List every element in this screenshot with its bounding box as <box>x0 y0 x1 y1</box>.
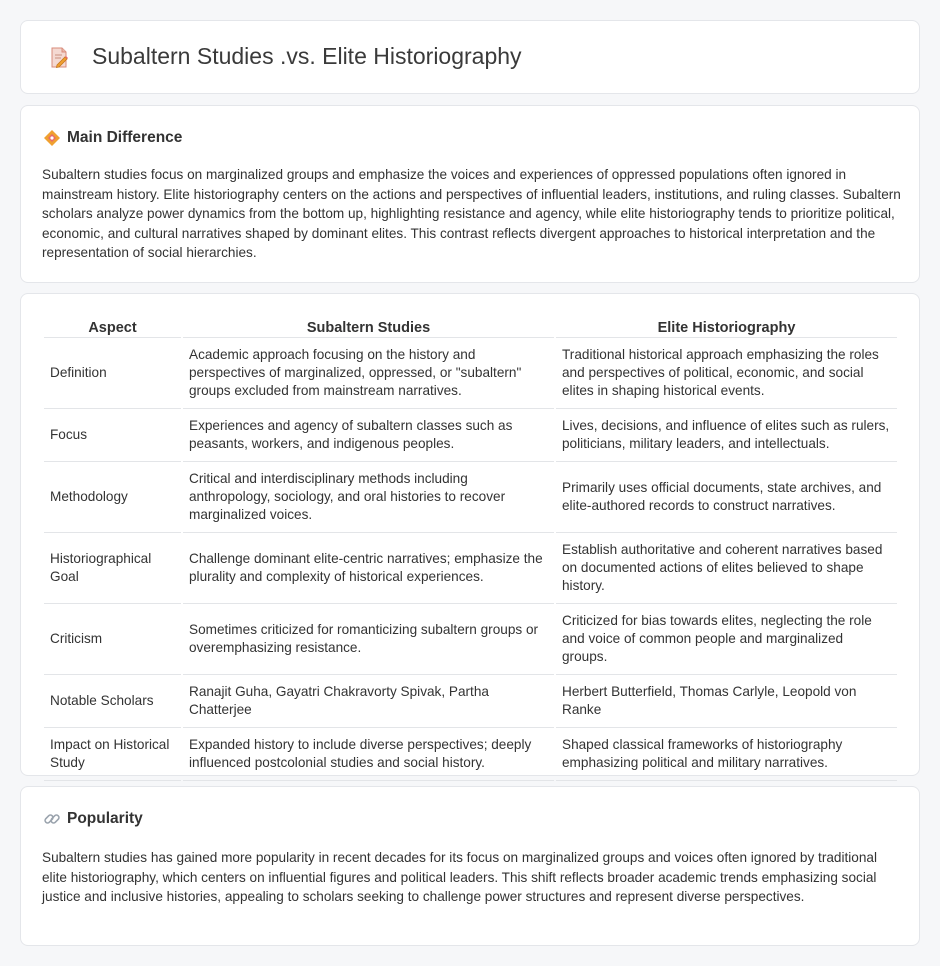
cell-elite: Establish authoritative and coherent narratives based on documented actions of elites believed to shape history. <box>556 533 897 604</box>
header-card <box>20 20 920 94</box>
document-pencil-icon <box>47 46 71 70</box>
cell-aspect: Impact on Historical Study <box>44 728 181 781</box>
main-difference-text: Subaltern studies focus on marginalized groups and emphasize the voices and experiences of oppressed populations often ignored in mainstream history. Elite historiography centers on the actions and perspectives of influential leaders, institutions, and ruling classes. Subaltern scholars analyze power dynamics from the bottom up, highlighting resistance and agency, while elite historiography tends to prioritize political, economic, and cultural narratives shaped by dominant elites. This contrast reflects divergent approaches to historical interpretation and the representation of social hierarchies. <box>42 167 901 261</box>
cell-aspect: Focus <box>44 409 181 462</box>
cell-subaltern: Academic approach focusing on the history and perspectives of marginalized, oppressed, or "subaltern" groups excluded from mainstream narratives. <box>183 338 554 409</box>
cell-aspect: Criticism <box>44 604 181 675</box>
cell-elite: Criticized for bias towards elites, neglecting the role and voice of common people and marginalized groups. <box>556 604 897 675</box>
column-header-elite: Elite Historiography <box>556 314 897 338</box>
comparison-table <box>42 314 899 781</box>
table-row <box>44 728 897 781</box>
diamond-icon <box>43 129 61 147</box>
table-row <box>44 338 897 409</box>
section-title-popularity: Popularity <box>67 810 143 827</box>
comparison-table-card <box>20 293 920 776</box>
popularity-text: Subaltern studies has gained more popularity in recent decades for its focus on marginalized groups and voices often ignored by traditional elite historiography, which centers on influential figures and political leaders. This shift reflects broader academic trends emphasizing social justice and inclusive histories, appealing to scholars seeking to challenge power structures and represent diverse perspectives. <box>42 850 878 905</box>
cell-subaltern: Expanded history to include diverse perspectives; deeply influenced postcolonial studies and social history. <box>183 728 554 781</box>
main-difference-section <box>20 105 920 283</box>
column-header-subaltern: Subaltern Studies <box>183 314 554 338</box>
section-title-main-difference: Main Difference <box>67 129 183 146</box>
cell-elite: Shaped classical frameworks of historiography emphasizing political and military narratives. <box>556 728 897 781</box>
table-row <box>44 604 897 675</box>
table-row <box>44 462 897 533</box>
cell-subaltern: Challenge dominant elite-centric narratives; emphasize the plurality and complexity of historical experiences. <box>183 533 554 604</box>
page-title: Subaltern Studies .vs. Elite Historiography <box>92 43 522 69</box>
table-header-row <box>44 314 897 338</box>
cell-aspect: Methodology <box>44 462 181 533</box>
link-icon <box>43 810 61 828</box>
cell-subaltern: Critical and interdisciplinary methods including anthropology, sociology, and oral histories to recover marginalized voices. <box>183 462 554 533</box>
cell-subaltern: Sometimes criticized for romanticizing subaltern groups or overemphasizing resistance. <box>183 604 554 675</box>
cell-elite: Primarily uses official documents, state archives, and elite-authored records to construct narratives. <box>556 462 897 533</box>
cell-elite: Lives, decisions, and influence of elites such as rulers, politicians, military leaders, and intellectuals. <box>556 409 897 462</box>
cell-aspect: Definition <box>44 338 181 409</box>
popularity-section <box>20 786 920 946</box>
table-row <box>44 675 897 728</box>
table-row <box>44 409 897 462</box>
cell-elite: Traditional historical approach emphasizing the roles and perspectives of political, economic, and social elites in shaping historical events. <box>556 338 897 409</box>
cell-aspect: Notable Scholars <box>44 675 181 728</box>
cell-elite: Herbert Butterfield, Thomas Carlyle, Leopold von Ranke <box>556 675 897 728</box>
cell-subaltern: Ranajit Guha, Gayatri Chakravorty Spivak, Partha Chatterjee <box>183 675 554 728</box>
table-row <box>44 533 897 604</box>
cell-aspect: Historiographical Goal <box>44 533 181 604</box>
cell-subaltern: Experiences and agency of subaltern classes such as peasants, workers, and indigenous peoples. <box>183 409 554 462</box>
column-header-aspect: Aspect <box>44 314 181 338</box>
